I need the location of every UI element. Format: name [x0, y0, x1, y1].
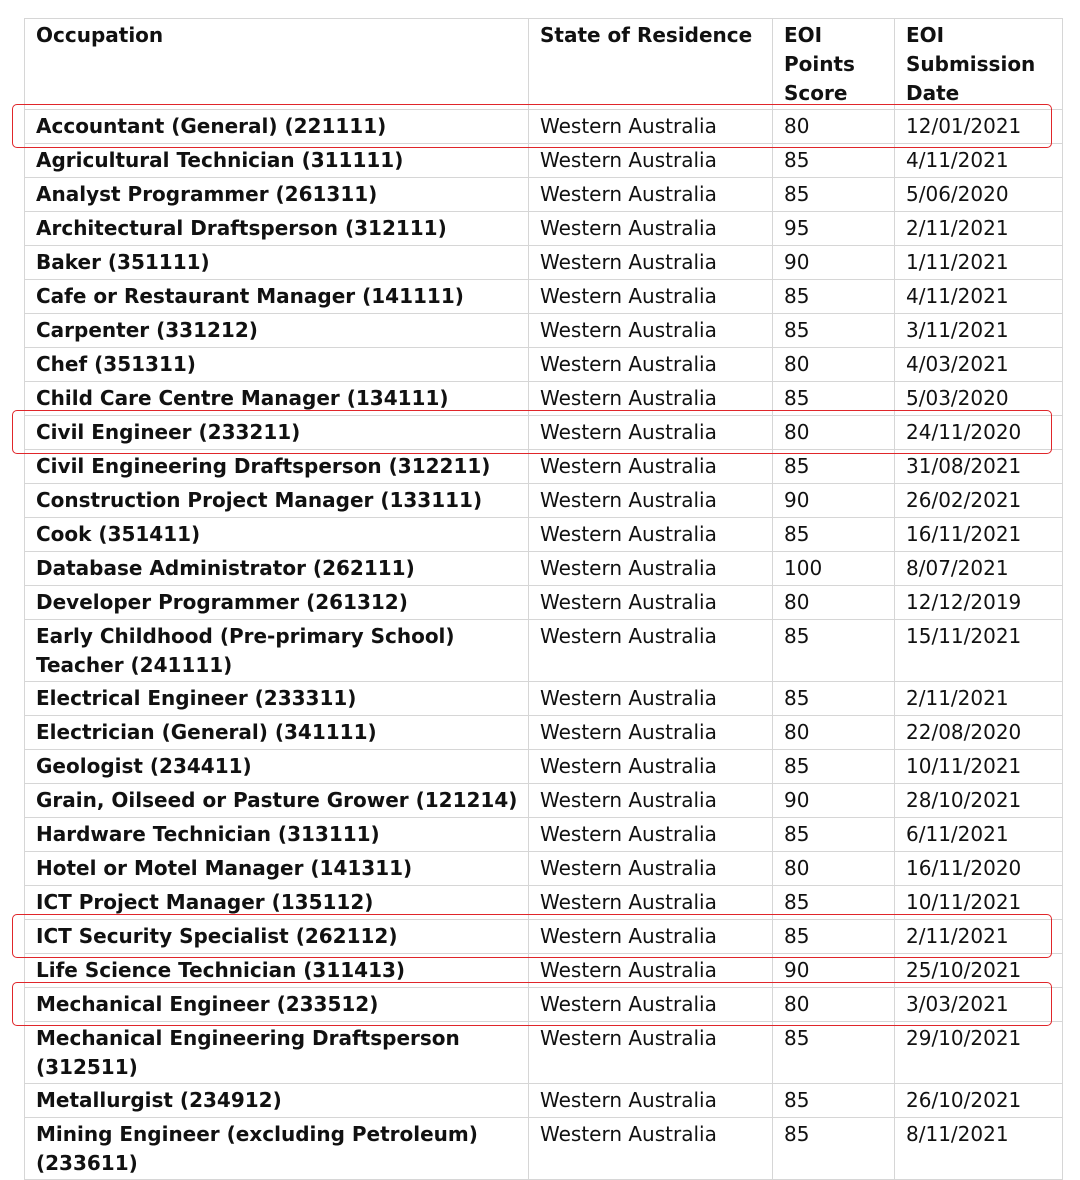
date-cell: 24/11/2020: [895, 416, 1063, 450]
score-cell: 85: [773, 620, 895, 682]
table-row: [25, 818, 1063, 852]
table-row: [25, 920, 1063, 954]
table-header-row: [25, 19, 1063, 110]
score-cell: 85: [773, 518, 895, 552]
date-cell: 26/02/2021: [895, 484, 1063, 518]
occupation-cell: ICT Security Specialist (262112): [25, 920, 529, 954]
table-row: [25, 178, 1063, 212]
score-cell: 80: [773, 416, 895, 450]
date-cell: 1/11/2021: [895, 246, 1063, 280]
occupation-cell: Accountant (General) (221111): [25, 110, 529, 144]
occupation-cell: Database Administrator (262111): [25, 552, 529, 586]
state-cell: Western Australia: [529, 212, 773, 246]
state-cell: Western Australia: [529, 988, 773, 1022]
date-cell: 5/06/2020: [895, 178, 1063, 212]
occupation-cell: Carpenter (331212): [25, 314, 529, 348]
occupation-cell: Architectural Draftsperson (312111): [25, 212, 529, 246]
table-row: [25, 280, 1063, 314]
occupation-cell: Cook (351411): [25, 518, 529, 552]
date-cell: 2/11/2021: [895, 920, 1063, 954]
state-cell: Western Australia: [529, 750, 773, 784]
state-cell: Western Australia: [529, 144, 773, 178]
state-cell: Western Australia: [529, 314, 773, 348]
state-cell: Western Australia: [529, 178, 773, 212]
table-row: [25, 246, 1063, 280]
table-body: [25, 110, 1063, 1180]
table-row: [25, 518, 1063, 552]
state-cell: Western Australia: [529, 886, 773, 920]
occupation-cell: Developer Programmer (261312): [25, 586, 529, 620]
date-cell: 8/07/2021: [895, 552, 1063, 586]
state-cell: Western Australia: [529, 920, 773, 954]
occupation-cell: Geologist (234411): [25, 750, 529, 784]
table-row: [25, 144, 1063, 178]
table-row: [25, 886, 1063, 920]
table-row: [25, 552, 1063, 586]
header-date: EOI Submission Date: [895, 19, 1063, 110]
table-row: [25, 314, 1063, 348]
occupation-cell: Construction Project Manager (133111): [25, 484, 529, 518]
date-cell: 16/11/2021: [895, 518, 1063, 552]
date-cell: 3/11/2021: [895, 314, 1063, 348]
state-cell: Western Australia: [529, 110, 773, 144]
table-row: [25, 620, 1063, 682]
score-cell: 85: [773, 314, 895, 348]
state-cell: Western Australia: [529, 1022, 773, 1084]
occupation-cell: Early Childhood (Pre-primary School) Teacher (241111): [25, 620, 529, 682]
state-cell: Western Australia: [529, 954, 773, 988]
table-row: [25, 1084, 1063, 1118]
eoi-document: [24, 18, 1062, 1180]
table-row: [25, 416, 1063, 450]
state-cell: Western Australia: [529, 784, 773, 818]
table-row: [25, 1118, 1063, 1180]
eoi-table: [24, 18, 1063, 1180]
date-cell: 2/11/2021: [895, 212, 1063, 246]
header-score: EOI Points Score: [773, 19, 895, 110]
occupation-cell: Baker (351111): [25, 246, 529, 280]
state-cell: Western Australia: [529, 552, 773, 586]
date-cell: 4/11/2021: [895, 144, 1063, 178]
state-cell: Western Australia: [529, 818, 773, 852]
occupation-cell: Agricultural Technician (311111): [25, 144, 529, 178]
score-cell: 80: [773, 716, 895, 750]
date-cell: 22/08/2020: [895, 716, 1063, 750]
state-cell: Western Australia: [529, 382, 773, 416]
score-cell: 85: [773, 1084, 895, 1118]
table-row: [25, 484, 1063, 518]
occupation-cell: Electrical Engineer (233311): [25, 682, 529, 716]
score-cell: 85: [773, 280, 895, 314]
table-row: [25, 212, 1063, 246]
date-cell: 4/11/2021: [895, 280, 1063, 314]
date-cell: 8/11/2021: [895, 1118, 1063, 1180]
state-cell: Western Australia: [529, 280, 773, 314]
date-cell: 12/12/2019: [895, 586, 1063, 620]
state-cell: Western Australia: [529, 484, 773, 518]
table-row: [25, 988, 1063, 1022]
occupation-cell: Analyst Programmer (261311): [25, 178, 529, 212]
score-cell: 85: [773, 178, 895, 212]
score-cell: 80: [773, 348, 895, 382]
table-row: [25, 750, 1063, 784]
occupation-cell: Cafe or Restaurant Manager (141111): [25, 280, 529, 314]
occupation-cell: ICT Project Manager (135112): [25, 886, 529, 920]
table-row: [25, 110, 1063, 144]
state-cell: Western Australia: [529, 1118, 773, 1180]
date-cell: 25/10/2021: [895, 954, 1063, 988]
table-row: [25, 382, 1063, 416]
occupation-cell: Civil Engineer (233211): [25, 416, 529, 450]
occupation-cell: Grain, Oilseed or Pasture Grower (121214): [25, 784, 529, 818]
date-cell: 31/08/2021: [895, 450, 1063, 484]
table-row: [25, 784, 1063, 818]
table-row: [25, 450, 1063, 484]
occupation-cell: Mining Engineer (excluding Petroleum) (233611): [25, 1118, 529, 1180]
score-cell: 90: [773, 246, 895, 280]
state-cell: Western Australia: [529, 852, 773, 886]
header-state: State of Residence: [529, 19, 773, 110]
score-cell: 85: [773, 750, 895, 784]
date-cell: 16/11/2020: [895, 852, 1063, 886]
score-cell: 85: [773, 1118, 895, 1180]
table-row: [25, 682, 1063, 716]
state-cell: Western Australia: [529, 416, 773, 450]
state-cell: Western Australia: [529, 1084, 773, 1118]
score-cell: 80: [773, 586, 895, 620]
score-cell: 80: [773, 852, 895, 886]
date-cell: 12/01/2021: [895, 110, 1063, 144]
occupation-cell: Child Care Centre Manager (134111): [25, 382, 529, 416]
date-cell: 2/11/2021: [895, 682, 1063, 716]
date-cell: 6/11/2021: [895, 818, 1063, 852]
state-cell: Western Australia: [529, 716, 773, 750]
occupation-cell: Chef (351311): [25, 348, 529, 382]
table-row: [25, 716, 1063, 750]
score-cell: 85: [773, 818, 895, 852]
table-row: [25, 586, 1063, 620]
table-row: [25, 852, 1063, 886]
state-cell: Western Australia: [529, 348, 773, 382]
state-cell: Western Australia: [529, 620, 773, 682]
score-cell: 85: [773, 886, 895, 920]
occupation-cell: Electrician (General) (341111): [25, 716, 529, 750]
occupation-cell: Life Science Technician (311413): [25, 954, 529, 988]
date-cell: 4/03/2021: [895, 348, 1063, 382]
occupation-cell: Metallurgist (234912): [25, 1084, 529, 1118]
table-row: [25, 1022, 1063, 1084]
score-cell: 90: [773, 784, 895, 818]
occupation-cell: Hotel or Motel Manager (141311): [25, 852, 529, 886]
date-cell: 29/10/2021: [895, 1022, 1063, 1084]
score-cell: 90: [773, 954, 895, 988]
score-cell: 80: [773, 110, 895, 144]
state-cell: Western Australia: [529, 586, 773, 620]
occupation-cell: Mechanical Engineer (233512): [25, 988, 529, 1022]
state-cell: Western Australia: [529, 450, 773, 484]
occupation-cell: Hardware Technician (313111): [25, 818, 529, 852]
date-cell: 3/03/2021: [895, 988, 1063, 1022]
score-cell: 85: [773, 144, 895, 178]
occupation-cell: Civil Engineering Draftsperson (312211): [25, 450, 529, 484]
score-cell: 90: [773, 484, 895, 518]
state-cell: Western Australia: [529, 518, 773, 552]
date-cell: 28/10/2021: [895, 784, 1063, 818]
table-row: [25, 348, 1063, 382]
score-cell: 100: [773, 552, 895, 586]
date-cell: 26/10/2021: [895, 1084, 1063, 1118]
table-row: [25, 954, 1063, 988]
state-cell: Western Australia: [529, 246, 773, 280]
date-cell: 5/03/2020: [895, 382, 1063, 416]
date-cell: 10/11/2021: [895, 886, 1063, 920]
date-cell: 15/11/2021: [895, 620, 1063, 682]
header-occupation: Occupation: [25, 19, 529, 110]
score-cell: 80: [773, 988, 895, 1022]
score-cell: 85: [773, 450, 895, 484]
score-cell: 95: [773, 212, 895, 246]
date-cell: 10/11/2021: [895, 750, 1063, 784]
score-cell: 85: [773, 1022, 895, 1084]
score-cell: 85: [773, 920, 895, 954]
state-cell: Western Australia: [529, 682, 773, 716]
score-cell: 85: [773, 382, 895, 416]
occupation-cell: Mechanical Engineering Draftsperson (312511): [25, 1022, 529, 1084]
score-cell: 85: [773, 682, 895, 716]
